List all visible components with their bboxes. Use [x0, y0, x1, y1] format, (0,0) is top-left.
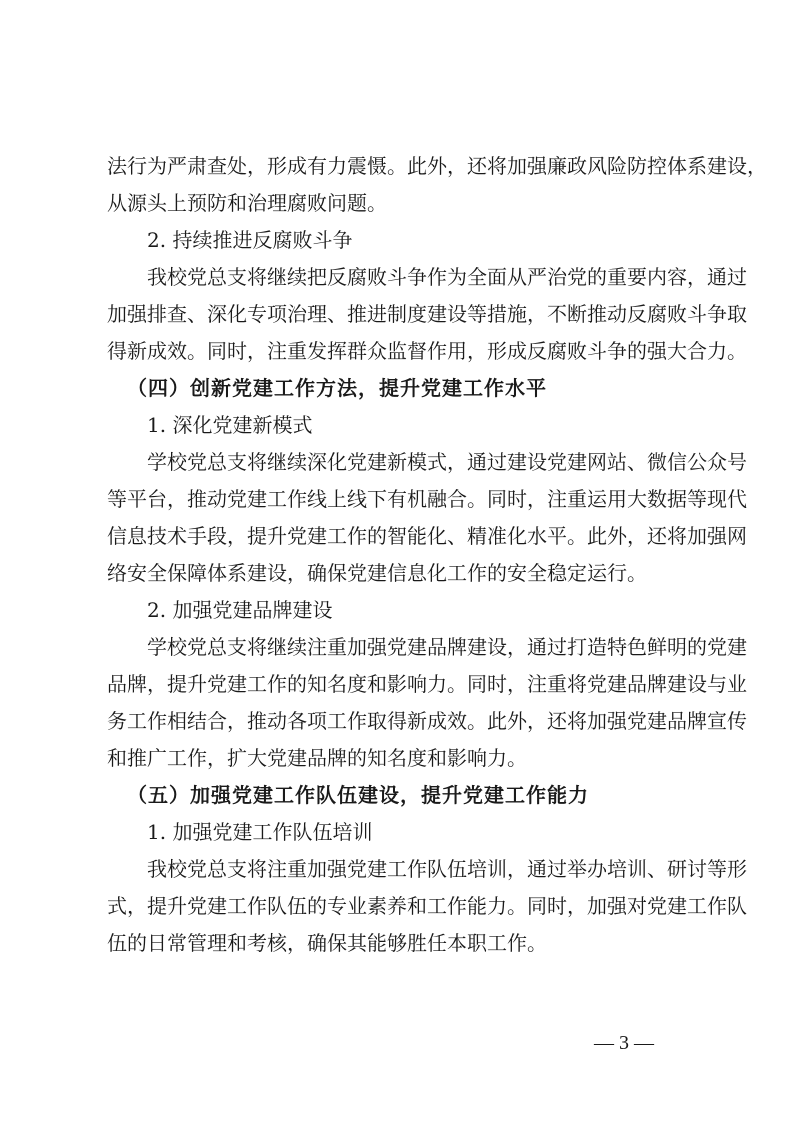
body-text-line: 我校党总支将注重加强党建工作队伍培训，通过举办培训、研讨等形 [147, 857, 747, 881]
document-body [107, 148, 767, 962]
subsection-heading: 1. 深化党建新模式 [147, 413, 313, 437]
body-text-line: 得新成效。同时，注重发挥群众监督作用，形成反腐败斗争的强大合力。 [107, 339, 747, 363]
body-text-line: 络安全保障体系建设，确保党建信息化工作的安全稳定运行。 [107, 561, 647, 585]
body-text-line: 加强排查、深化专项治理、推进制度建设等措施，不断推动反腐败斗争取 [107, 302, 747, 326]
body-text-line: 从源头上预防和治理腐败问题。 [107, 191, 387, 215]
body-text-line: 式，提升党建工作队伍的专业素养和工作能力。同时，加强对党建工作队 [107, 894, 747, 918]
body-text-line: 品牌，提升党建工作的知名度和影响力。同时，注重将党建品牌建设与业 [107, 672, 747, 696]
body-text-line: 伍的日常管理和考核，确保其能够胜任本职工作。 [107, 931, 547, 955]
subsection-heading: 1. 加强党建工作队伍培训 [147, 820, 373, 844]
subsection-heading: 2. 加强党建品牌建设 [147, 598, 333, 622]
page-number: — 3 — [594, 1032, 654, 1054]
body-text-line: 务工作相结合，推动各项工作取得新成效。此外，还将加强党建品牌宣传 [107, 709, 747, 733]
body-text-line: 法行为严肃查处，形成有力震慑。此外，还将加强廉政风险防控体系建设， [107, 154, 767, 178]
body-text-line: 学校党总支将继续深化党建新模式，通过建设党建网站、微信公众号 [147, 450, 747, 474]
body-text-line: 学校党总支将继续注重加强党建品牌建设，通过打造特色鲜明的党建 [147, 635, 747, 659]
body-text-line: 我校党总支将继续把反腐败斗争作为全面从严治党的重要内容，通过 [147, 265, 747, 289]
section-heading: （五）加强党建工作队伍建设，提升党建工作能力 [127, 783, 589, 807]
subsection-heading: 2. 持续推进反腐败斗争 [147, 228, 353, 252]
body-text-line: 和推广工作，扩大党建品牌的知名度和影响力。 [107, 746, 527, 770]
body-text-line: 信息技术手段，提升党建工作的智能化、精准化水平。此外，还将加强网 [107, 524, 747, 548]
section-heading: （四）创新党建工作方法，提升党建工作水平 [127, 376, 547, 400]
body-text-line: 等平台，推动党建工作线上线下有机融合。同时，注重运用大数据等现代 [107, 487, 747, 511]
